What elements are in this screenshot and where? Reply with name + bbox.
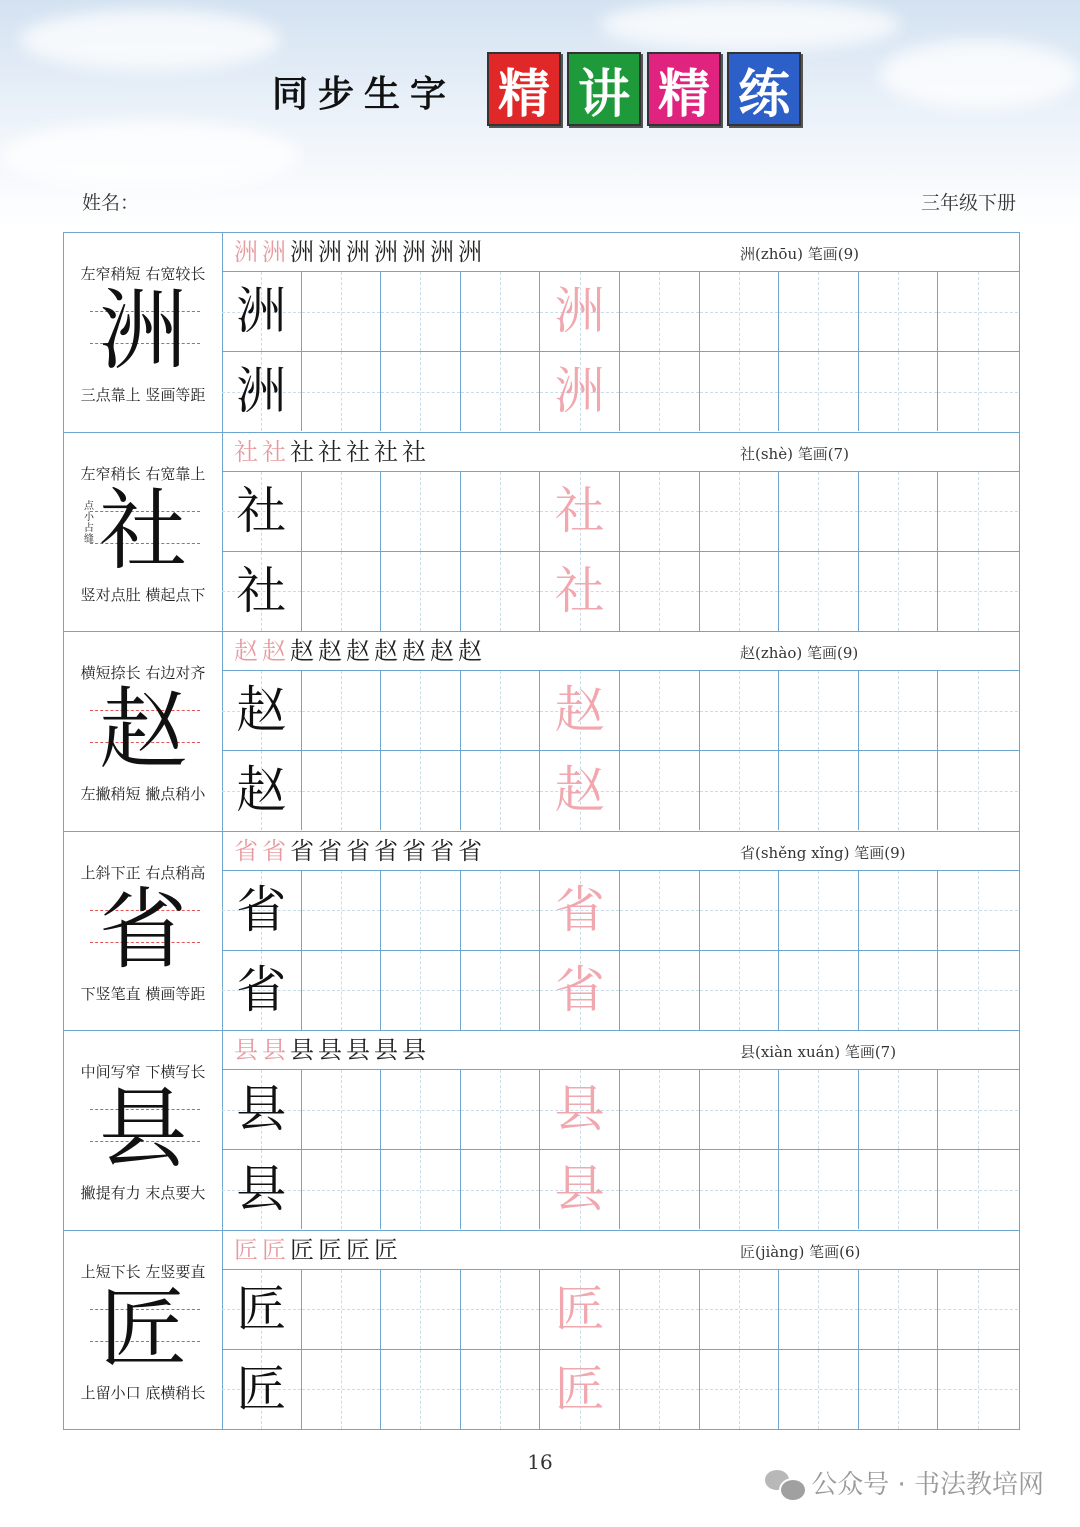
tip-top: 左窄稍长 右宽靠上 bbox=[80, 464, 206, 483]
trace-character: 洲 bbox=[554, 362, 605, 420]
writing-cell[interactable] bbox=[222, 871, 302, 950]
stroke-order-row bbox=[222, 1031, 1019, 1070]
writing-cell[interactable] bbox=[381, 552, 461, 631]
writing-cell[interactable] bbox=[700, 552, 780, 631]
writing-cell[interactable] bbox=[222, 951, 302, 1030]
writing-cell[interactable] bbox=[779, 352, 859, 431]
tip-top: 左窄稍短 右宽较长 bbox=[80, 265, 206, 283]
writing-cell[interactable] bbox=[381, 1150, 461, 1229]
writing-cell[interactable] bbox=[461, 871, 541, 950]
tip-bottom: 下竖笔直 横画等距 bbox=[80, 984, 206, 1003]
stroke-step: 社 bbox=[262, 437, 286, 466]
stroke-step: 赵 bbox=[346, 637, 370, 665]
stroke-step: 社 bbox=[346, 437, 370, 466]
stroke-step: 省 bbox=[234, 836, 258, 865]
writing-cell[interactable] bbox=[938, 951, 1018, 1030]
pinyin-stroke-count: 赵(zhào) 笔画(9) bbox=[740, 644, 859, 662]
char-block bbox=[64, 1231, 1019, 1430]
tip-bottom: 竖对点肚 横起点下 bbox=[80, 585, 206, 604]
writing-grid-row bbox=[222, 1350, 1019, 1429]
writing-cell[interactable] bbox=[620, 272, 700, 351]
stroke-step: 县 bbox=[234, 1036, 258, 1064]
stroke-sequence bbox=[234, 1235, 398, 1265]
sample-character: 省 bbox=[236, 880, 287, 939]
writing-cell[interactable] bbox=[620, 352, 700, 431]
model-character: 洲 bbox=[98, 279, 187, 382]
stroke-sequence bbox=[234, 1035, 426, 1065]
writing-cell[interactable] bbox=[222, 1150, 302, 1229]
stroke-step: 洲 bbox=[402, 238, 426, 266]
writing-cell[interactable] bbox=[779, 272, 859, 351]
sample-character: 匠 bbox=[236, 1359, 287, 1418]
practice-panel bbox=[222, 433, 1019, 632]
stroke-step: 匠 bbox=[290, 1235, 314, 1264]
stroke-step: 赵 bbox=[374, 637, 398, 665]
trace-character: 省 bbox=[554, 960, 605, 1019]
watermark-text: 公众号 · 书法教培网 bbox=[811, 1470, 1044, 1500]
writing-cell[interactable] bbox=[222, 472, 302, 551]
writing-cell[interactable] bbox=[700, 272, 780, 351]
stroke-sequence bbox=[234, 437, 426, 467]
stroke-step: 洲 bbox=[290, 238, 314, 266]
writing-cell[interactable] bbox=[302, 951, 382, 1030]
writing-cell[interactable] bbox=[859, 1070, 939, 1149]
writing-cell[interactable] bbox=[859, 751, 939, 830]
stroke-step: 社 bbox=[234, 437, 258, 466]
badge-jing-2: 精 bbox=[647, 52, 721, 126]
writing-cell[interactable] bbox=[302, 1070, 382, 1149]
writing-cell[interactable] bbox=[700, 671, 780, 750]
writing-cell[interactable] bbox=[779, 671, 859, 750]
writing-cell[interactable] bbox=[540, 472, 620, 551]
writing-cell[interactable] bbox=[700, 1350, 780, 1429]
writing-cell[interactable] bbox=[938, 552, 1018, 631]
stroke-step: 洲 bbox=[262, 238, 286, 266]
writing-cell[interactable] bbox=[302, 472, 382, 551]
writing-cell[interactable] bbox=[222, 751, 302, 830]
sample-character: 洲 bbox=[236, 282, 287, 340]
title-badges bbox=[487, 52, 801, 126]
writing-cell[interactable] bbox=[938, 671, 1018, 750]
writing-cell[interactable] bbox=[222, 552, 302, 631]
writing-grid-row bbox=[222, 552, 1019, 631]
sample-character: 赵 bbox=[236, 761, 287, 819]
practice-panel bbox=[222, 632, 1019, 831]
stroke-step: 省 bbox=[346, 836, 370, 865]
writing-cell[interactable] bbox=[700, 871, 780, 950]
writing-grid-row bbox=[222, 871, 1019, 951]
sample-character: 社 bbox=[236, 481, 287, 540]
stroke-sequence bbox=[234, 836, 482, 866]
writing-cell[interactable] bbox=[700, 1150, 780, 1229]
stroke-step: 洲 bbox=[234, 238, 258, 266]
tip-bottom: 左撇稍短 撇点稍小 bbox=[80, 785, 206, 803]
trace-character: 县 bbox=[554, 1160, 605, 1218]
writing-cell[interactable] bbox=[859, 1150, 939, 1229]
writing-cell[interactable] bbox=[779, 552, 859, 631]
writing-grid-row bbox=[222, 671, 1019, 751]
writing-cell[interactable] bbox=[540, 1070, 620, 1149]
writing-cell[interactable] bbox=[222, 671, 302, 750]
model-character: 县 bbox=[98, 1077, 187, 1180]
writing-cell[interactable] bbox=[620, 671, 700, 750]
stroke-step: 赵 bbox=[262, 637, 286, 665]
writing-cell[interactable] bbox=[302, 871, 382, 950]
writing-cell[interactable] bbox=[938, 1150, 1018, 1229]
stroke-step: 县 bbox=[290, 1036, 314, 1064]
stroke-order-row bbox=[222, 233, 1019, 272]
writing-cell[interactable] bbox=[222, 352, 302, 431]
writing-cell[interactable] bbox=[302, 1150, 382, 1229]
char-block bbox=[64, 1031, 1019, 1231]
writing-cell[interactable] bbox=[859, 472, 939, 551]
stroke-step: 洲 bbox=[458, 238, 482, 266]
writing-cell[interactable] bbox=[779, 751, 859, 830]
tip-top: 中间写窄 下横写长 bbox=[80, 1063, 206, 1081]
writing-cell[interactable] bbox=[859, 272, 939, 351]
writing-cell[interactable] bbox=[540, 951, 620, 1030]
stroke-step: 赵 bbox=[402, 637, 426, 665]
writing-cell[interactable] bbox=[859, 671, 939, 750]
writing-cell[interactable] bbox=[620, 552, 700, 631]
writing-cell[interactable] bbox=[461, 272, 541, 351]
stroke-step: 省 bbox=[402, 836, 426, 865]
sample-character: 省 bbox=[236, 960, 287, 1019]
wechat-icon bbox=[765, 1468, 803, 1498]
writing-grid-row bbox=[222, 751, 1019, 830]
page-title: 同步生字 bbox=[272, 74, 457, 115]
writing-cell[interactable] bbox=[938, 871, 1018, 950]
writing-cell[interactable] bbox=[461, 1150, 541, 1229]
tip-bottom: 上留小口 底横稍长 bbox=[80, 1383, 206, 1402]
tip-bottom: 三点靠上 竖画等距 bbox=[80, 386, 206, 404]
side-note: 点小占缝 bbox=[84, 500, 94, 545]
tip-top: 上斜下正 右点稍高 bbox=[80, 863, 206, 882]
sample-character: 赵 bbox=[236, 681, 287, 739]
writing-cell[interactable] bbox=[461, 352, 541, 431]
writing-cell[interactable] bbox=[700, 751, 780, 830]
stroke-step: 赵 bbox=[234, 637, 258, 665]
writing-cell[interactable] bbox=[381, 352, 461, 431]
writing-cell[interactable] bbox=[700, 1070, 780, 1149]
writing-cell[interactable] bbox=[461, 552, 541, 631]
stroke-order-row bbox=[222, 632, 1019, 671]
stroke-step: 省 bbox=[290, 836, 314, 865]
writing-cell[interactable] bbox=[302, 352, 382, 431]
char-guide-panel bbox=[64, 233, 223, 432]
writing-cell[interactable] bbox=[381, 671, 461, 750]
stroke-order-row bbox=[222, 1231, 1019, 1270]
pinyin-stroke-count: 洲(zhōu) 笔画(9) bbox=[740, 245, 859, 263]
writing-cell[interactable] bbox=[938, 352, 1018, 431]
stroke-step: 县 bbox=[402, 1036, 426, 1064]
stroke-step: 县 bbox=[262, 1036, 286, 1064]
stroke-step: 社 bbox=[374, 437, 398, 466]
stroke-step: 省 bbox=[318, 836, 342, 865]
writing-cell[interactable] bbox=[859, 871, 939, 950]
stroke-step: 匠 bbox=[234, 1235, 258, 1264]
trace-character: 赵 bbox=[554, 681, 605, 739]
writing-cell[interactable] bbox=[381, 1070, 461, 1149]
writing-cell[interactable] bbox=[540, 352, 620, 431]
stroke-step: 匠 bbox=[374, 1235, 398, 1264]
writing-cell[interactable] bbox=[620, 871, 700, 950]
stroke-step: 社 bbox=[290, 437, 314, 466]
writing-grid-row bbox=[222, 1270, 1019, 1350]
stroke-step: 省 bbox=[430, 836, 454, 865]
writing-cell[interactable] bbox=[222, 1270, 302, 1349]
writing-cell[interactable] bbox=[461, 472, 541, 551]
stroke-step: 洲 bbox=[374, 238, 398, 266]
trace-character: 县 bbox=[554, 1080, 605, 1138]
writing-cell[interactable] bbox=[620, 751, 700, 830]
stroke-step: 赵 bbox=[290, 637, 314, 665]
practice-panel bbox=[222, 1031, 1019, 1230]
watermark bbox=[765, 1464, 1044, 1501]
sample-character: 社 bbox=[236, 561, 287, 620]
writing-cell[interactable] bbox=[540, 751, 620, 830]
writing-cell[interactable] bbox=[540, 552, 620, 631]
char-guide-panel bbox=[64, 1231, 223, 1430]
writing-cell[interactable] bbox=[381, 272, 461, 351]
writing-cell[interactable] bbox=[779, 871, 859, 950]
trace-character: 匠 bbox=[554, 1359, 605, 1418]
writing-cell[interactable] bbox=[540, 1350, 620, 1429]
stroke-step: 匠 bbox=[346, 1235, 370, 1264]
stroke-step: 县 bbox=[318, 1036, 342, 1064]
stroke-step: 赵 bbox=[430, 637, 454, 665]
trace-character: 社 bbox=[554, 481, 605, 540]
writing-cell[interactable] bbox=[700, 1270, 780, 1349]
pinyin-stroke-count: 社(shè) 笔画(7) bbox=[740, 444, 849, 463]
writing-cell[interactable] bbox=[620, 951, 700, 1030]
stroke-step: 赵 bbox=[318, 637, 342, 665]
writing-cell[interactable] bbox=[461, 671, 541, 750]
writing-cell[interactable] bbox=[938, 1270, 1018, 1349]
tip-top: 上短下长 左竖要直 bbox=[80, 1262, 206, 1281]
writing-cell[interactable] bbox=[222, 1070, 302, 1149]
grade-label: 三年级下册 bbox=[920, 192, 1016, 214]
page-number: 16 bbox=[527, 1450, 553, 1474]
writing-cell[interactable] bbox=[381, 951, 461, 1030]
char-block bbox=[64, 832, 1019, 1032]
writing-cell[interactable] bbox=[381, 1350, 461, 1429]
tip-bottom: 撇提有力 末点要大 bbox=[80, 1184, 206, 1202]
writing-cell[interactable] bbox=[779, 1350, 859, 1429]
writing-cell[interactable] bbox=[461, 751, 541, 830]
name-label: 姓名： bbox=[82, 192, 140, 214]
writing-cell[interactable] bbox=[859, 1270, 939, 1349]
writing-grid-row bbox=[222, 472, 1019, 552]
writing-cell[interactable] bbox=[700, 352, 780, 431]
char-guide-panel bbox=[64, 832, 223, 1031]
stroke-step: 县 bbox=[374, 1036, 398, 1064]
writing-cell[interactable] bbox=[859, 1350, 939, 1429]
writing-cell[interactable] bbox=[938, 272, 1018, 351]
writing-cell[interactable] bbox=[620, 1070, 700, 1149]
stroke-order-row bbox=[222, 433, 1019, 472]
trace-character: 洲 bbox=[554, 282, 605, 340]
writing-grid-row bbox=[222, 1150, 1019, 1229]
writing-cell[interactable] bbox=[620, 1350, 700, 1429]
writing-cell[interactable] bbox=[381, 1270, 461, 1349]
char-block bbox=[64, 233, 1019, 433]
writing-cell[interactable] bbox=[700, 472, 780, 551]
practice-panel bbox=[222, 233, 1019, 432]
writing-cell[interactable] bbox=[620, 1150, 700, 1229]
sample-character: 洲 bbox=[236, 362, 287, 420]
writing-cell[interactable] bbox=[938, 472, 1018, 551]
writing-cell[interactable] bbox=[938, 751, 1018, 830]
writing-cell[interactable] bbox=[302, 1350, 382, 1429]
writing-cell[interactable] bbox=[540, 1150, 620, 1229]
writing-cell[interactable] bbox=[461, 1350, 541, 1429]
writing-cell[interactable] bbox=[461, 951, 541, 1030]
sample-character: 县 bbox=[236, 1080, 287, 1138]
writing-cell[interactable] bbox=[222, 1350, 302, 1429]
sample-character: 匠 bbox=[236, 1279, 287, 1338]
writing-grid-row bbox=[222, 951, 1019, 1030]
pinyin-stroke-count: 县(xiàn xuán) 笔画(7) bbox=[740, 1043, 897, 1061]
stroke-sequence bbox=[234, 237, 482, 267]
sample-character: 县 bbox=[236, 1160, 287, 1218]
stroke-step: 省 bbox=[458, 836, 482, 865]
stroke-step: 匠 bbox=[318, 1235, 342, 1264]
stroke-step: 赵 bbox=[458, 637, 482, 665]
writing-cell[interactable] bbox=[461, 1270, 541, 1349]
model-character: 省 bbox=[98, 877, 187, 981]
stroke-step: 省 bbox=[262, 836, 286, 865]
writing-cell[interactable] bbox=[859, 951, 939, 1030]
writing-cell[interactable] bbox=[540, 671, 620, 750]
writing-cell[interactable] bbox=[859, 552, 939, 631]
writing-cell[interactable] bbox=[302, 552, 382, 631]
practice-panel bbox=[222, 832, 1019, 1031]
writing-cell[interactable] bbox=[779, 1150, 859, 1229]
writing-cell[interactable] bbox=[859, 352, 939, 431]
trace-character: 社 bbox=[554, 561, 605, 620]
stroke-step: 洲 bbox=[346, 238, 370, 266]
writing-cell[interactable] bbox=[938, 1350, 1018, 1429]
writing-cell[interactable] bbox=[381, 751, 461, 830]
practice-panel bbox=[222, 1231, 1019, 1430]
stroke-step: 社 bbox=[318, 437, 342, 466]
badge-jiang: 讲 bbox=[567, 52, 641, 126]
pinyin-stroke-count: 省(shěng xǐng) 笔画(9) bbox=[740, 843, 906, 862]
writing-cell[interactable] bbox=[461, 1070, 541, 1149]
writing-cell[interactable] bbox=[222, 272, 302, 351]
model-character: 赵 bbox=[98, 678, 187, 781]
tip-top: 横短捺长 右边对齐 bbox=[80, 664, 206, 682]
char-guide-panel bbox=[64, 632, 223, 831]
badge-jing: 精 bbox=[487, 52, 561, 126]
writing-grid-row bbox=[222, 1070, 1019, 1150]
writing-cell[interactable] bbox=[302, 1270, 382, 1349]
char-block bbox=[64, 632, 1019, 832]
char-block bbox=[64, 433, 1019, 633]
writing-cell[interactable] bbox=[302, 272, 382, 351]
writing-cell[interactable] bbox=[540, 1270, 620, 1349]
pinyin-stroke-count: 匠(jiàng) 笔画(6) bbox=[740, 1242, 861, 1261]
stroke-step: 县 bbox=[346, 1036, 370, 1064]
practice-sheet bbox=[63, 232, 1020, 1430]
badge-lian: 练 bbox=[727, 52, 801, 126]
trace-character: 省 bbox=[554, 880, 605, 939]
writing-cell[interactable] bbox=[540, 272, 620, 351]
writing-cell[interactable] bbox=[381, 871, 461, 950]
writing-cell[interactable] bbox=[938, 1070, 1018, 1149]
trace-character: 匠 bbox=[554, 1279, 605, 1338]
stroke-step: 洲 bbox=[318, 238, 342, 266]
stroke-sequence bbox=[234, 636, 482, 666]
writing-cell[interactable] bbox=[779, 1270, 859, 1349]
writing-cell[interactable] bbox=[779, 1070, 859, 1149]
stroke-step: 匠 bbox=[262, 1235, 286, 1264]
stroke-step: 省 bbox=[374, 836, 398, 865]
writing-cell[interactable] bbox=[302, 671, 382, 750]
stroke-step: 洲 bbox=[430, 238, 454, 266]
writing-cell[interactable] bbox=[779, 472, 859, 551]
char-guide-panel bbox=[64, 433, 223, 632]
writing-cell[interactable] bbox=[620, 1270, 700, 1349]
model-character: 社 bbox=[98, 478, 187, 582]
trace-character: 赵 bbox=[554, 761, 605, 819]
char-guide-panel bbox=[64, 1031, 223, 1230]
writing-cell[interactable] bbox=[779, 951, 859, 1030]
writing-grid-row bbox=[222, 352, 1019, 431]
writing-cell[interactable] bbox=[700, 951, 780, 1030]
writing-cell[interactable] bbox=[302, 751, 382, 830]
writing-grid-row bbox=[222, 272, 1019, 352]
writing-cell[interactable] bbox=[540, 871, 620, 950]
writing-cell[interactable] bbox=[381, 472, 461, 551]
writing-cell[interactable] bbox=[620, 472, 700, 551]
stroke-order-row bbox=[222, 832, 1019, 871]
model-character: 匠 bbox=[98, 1276, 187, 1380]
stroke-step: 社 bbox=[402, 437, 426, 466]
